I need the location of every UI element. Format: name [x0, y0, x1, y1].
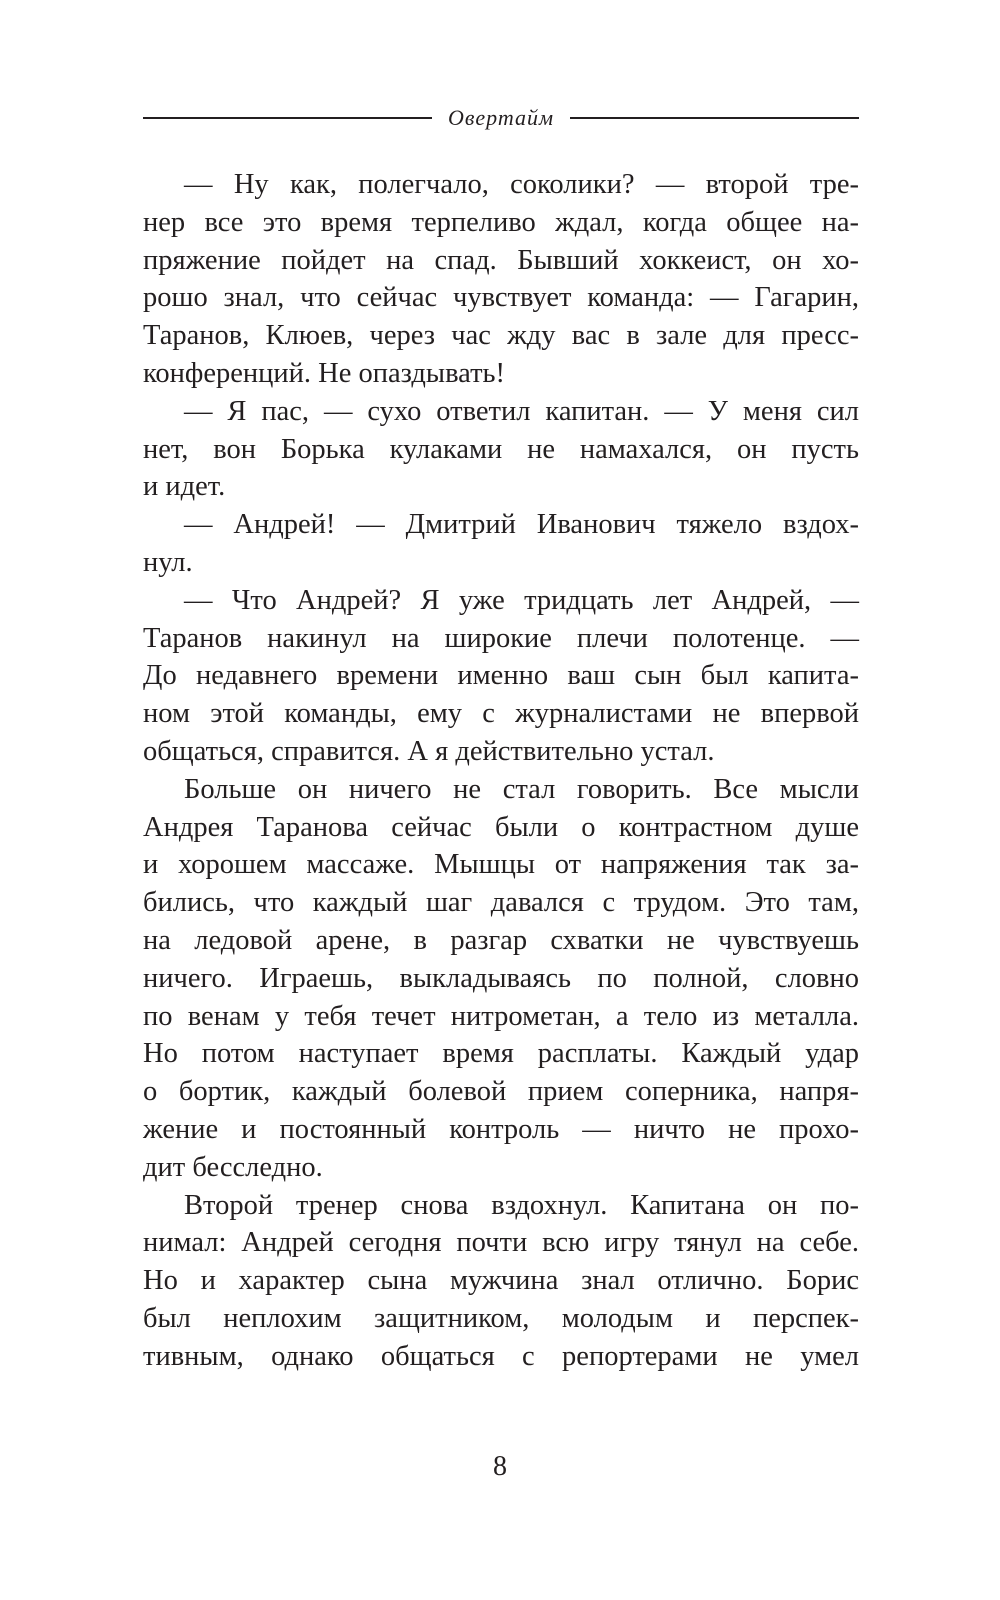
- text-line: общаться, справится. А я действительно устал.: [143, 735, 715, 767]
- page-number: 8: [493, 1451, 507, 1482]
- text-line: — Что Андрей? Я уже тридцать лет Андрей, —: [184, 584, 859, 616]
- text-line: рошо знал, что сейчас чувствует команда: — Гагарин,: [143, 282, 859, 314]
- text-line: Таранов, Клюев, через час жду вас в зале для пресс-: [143, 320, 859, 352]
- body-text: [143, 166, 859, 1376]
- text-line: ном этой команды, ему с журналистами не впервой: [143, 698, 859, 730]
- text-line: нет, вон Борька кулаками не намахался, он пусть: [143, 433, 859, 465]
- text-line: — Я пас, — сухо ответил капитан. — У меня сил: [184, 395, 859, 427]
- text-line: конференций. Не опаздывать!: [143, 357, 506, 389]
- text-line: Второй тренер снова вздохнул. Капитана он по-: [184, 1189, 859, 1221]
- text-line: был неплохим защитником, молодым и перспек-: [143, 1302, 859, 1334]
- text-line: жение и постоянный контроль — ничто не прохо-: [143, 1113, 859, 1145]
- text-line: и идет.: [143, 471, 226, 503]
- text-line: Таранов накинул на широкие плечи полотенце. —: [143, 622, 859, 654]
- text-line: — Андрей! — Дмитрий Иванович тяжело вздох-: [184, 509, 859, 541]
- text-line: Но и характер сына мужчина знал отлично. Борис: [143, 1265, 859, 1297]
- book-title: Овертайм: [447, 105, 555, 130]
- text-line: о бортик, каждый болевой прием соперника, напря-: [143, 1076, 859, 1108]
- text-line: нул.: [143, 546, 193, 578]
- text-line: ничего. Играешь, выкладываясь по полной, словно: [143, 962, 859, 994]
- running-header: [143, 103, 859, 133]
- header-rule-left: [143, 117, 432, 119]
- header-rule-right: [570, 117, 859, 119]
- text-line: нимал: Андрей сегодня почти всю игру тянул на себе.: [143, 1227, 859, 1259]
- text-line: Но потом наступает время расплаты. Каждый удар: [143, 1038, 859, 1070]
- text-line: Андрея Таранова сейчас были о контрастном душе: [143, 811, 859, 843]
- text-line: тивным, однако общаться с репортерами не умел: [143, 1340, 859, 1372]
- paragraph: [143, 506, 859, 582]
- paragraph: [143, 1187, 859, 1376]
- text-line: по венам у тебя течет нитрометан, а тело из металла.: [143, 1000, 859, 1032]
- text-line: пряжение пойдет на спад. Бывший хоккеист, он хо-: [143, 244, 859, 276]
- text-line: До недавнего времени именно ваш сын был капита-: [143, 660, 859, 692]
- text-line: Больше он ничего не стал говорить. Все мысли: [184, 773, 859, 805]
- paragraph: [143, 582, 859, 771]
- text-line: на ледовой арене, в разгар схватки не чувствуешь: [143, 924, 859, 956]
- text-line: дит бесследно.: [143, 1151, 323, 1183]
- text-line: и хорошем массаже. Мышцы от напряжения так за-: [143, 849, 859, 881]
- text-line: бились, что каждый шаг давался с трудом. Это там,: [143, 887, 859, 919]
- paragraph: [143, 393, 859, 506]
- paragraph: [143, 771, 859, 1187]
- text-line: нер все это время терпеливо ждал, когда общее на-: [143, 206, 859, 238]
- paragraph: [143, 166, 859, 393]
- text-line: — Ну как, полегчало, соколики? — второй тре-: [184, 169, 859, 200]
